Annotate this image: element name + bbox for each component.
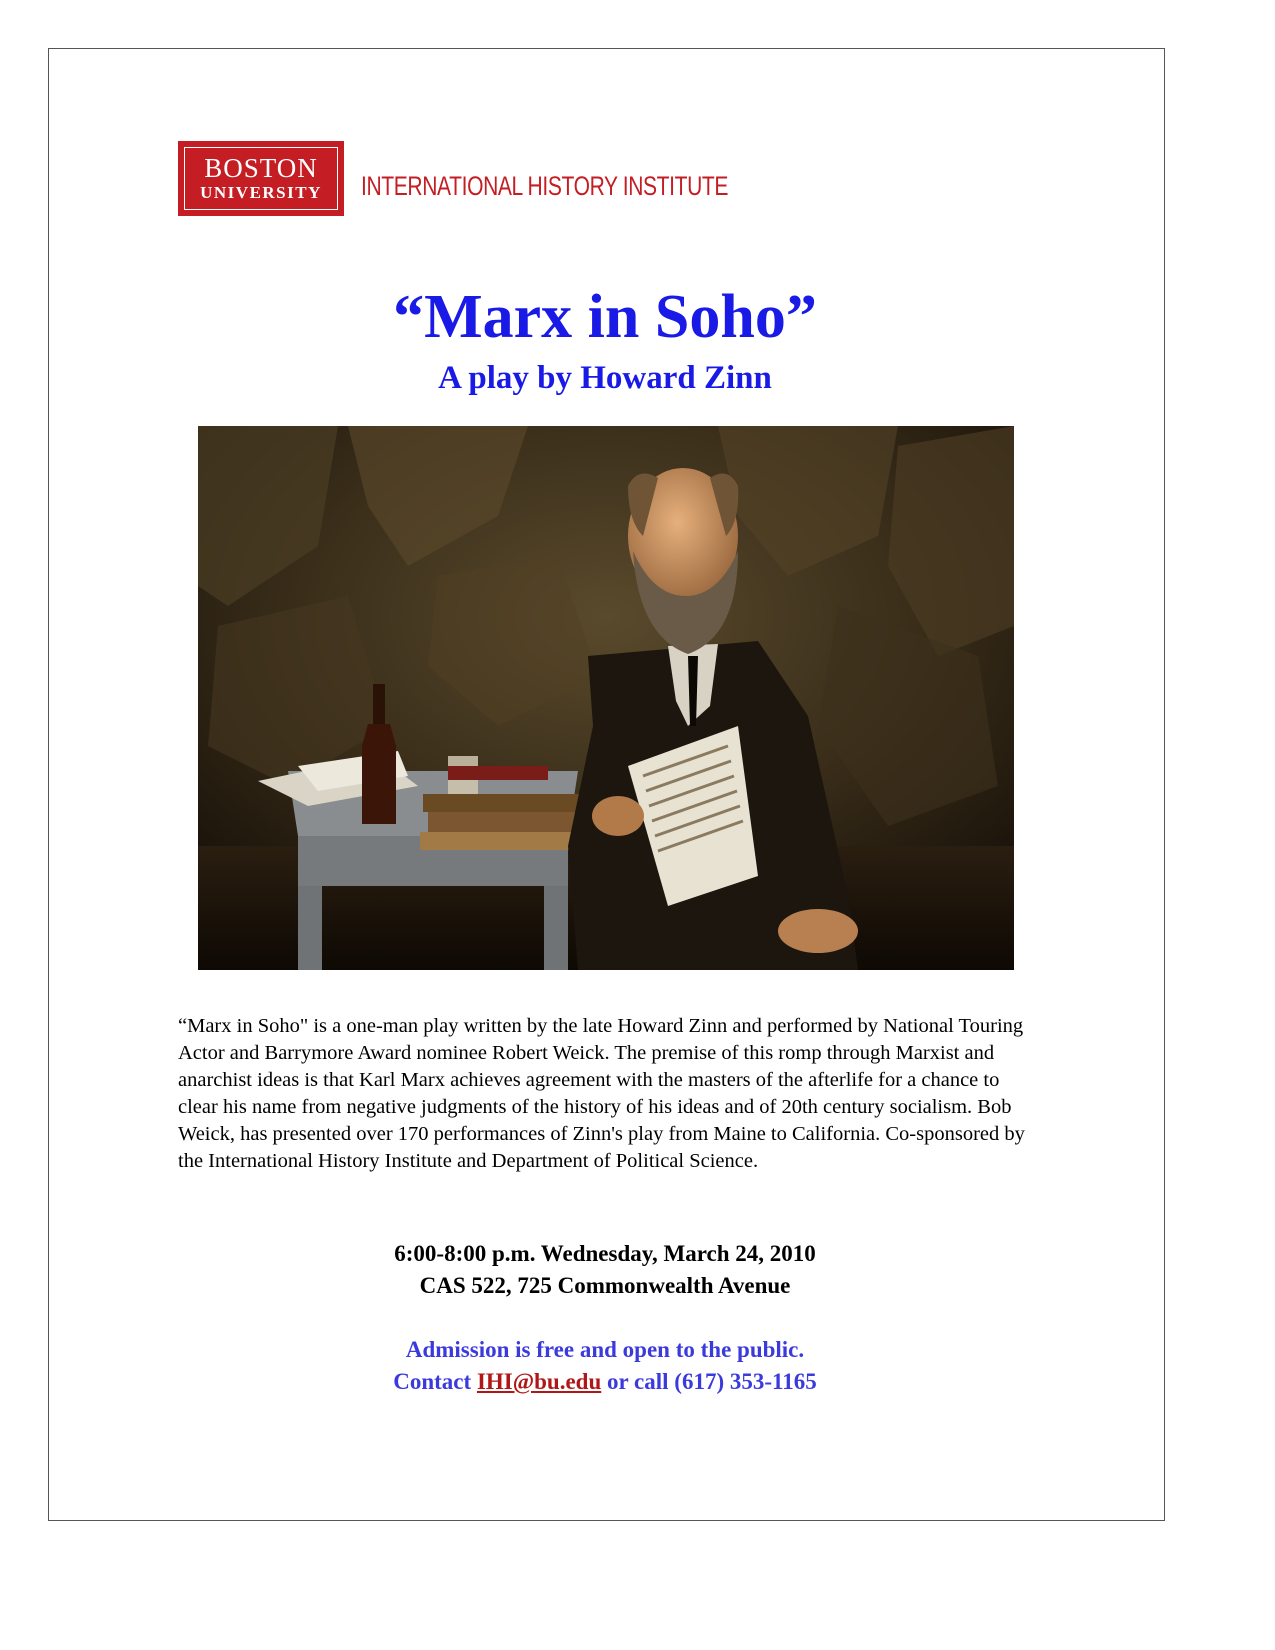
logo-line-boston: BOSTON	[204, 153, 318, 183]
logo-inner-border	[184, 147, 338, 210]
email-link[interactable]: IHI@bu.edu	[476, 1369, 602, 1394]
contact-prefix: Contact	[393, 1369, 477, 1394]
page-title: “Marx in Soho”	[393, 283, 817, 351]
boston-university-logo	[178, 141, 344, 216]
contact-suffix: or call (617) 353-1165	[601, 1369, 817, 1394]
admission-text: Admission is free and open to the public.	[405, 1337, 805, 1362]
play-description: “Marx in Soho" is a one-man play written by the late Howard Zinn and performed by National Touring Actor and Barrymore Award nominee Robert Weick. The premise of this romp through Marxist and anarchist ideas is that Karl Marx achieves agreement with the masters of the afterlife for a chance to clear his name from negative judgments of the history of his ideas and of 20th century socialism. Bob Weick, has presented over 170 performances of Zinn's play from Maine to California. Co-sponsored by the International History Institute and Department of Political Science.	[178, 1015, 1025, 1172]
play-photo	[198, 426, 1014, 970]
event-location: CAS 522, 725 Commonwealth Avenue	[419, 1273, 791, 1298]
contact-line	[0, 1369, 1210, 1395]
actor-at-desk-image	[198, 426, 1014, 970]
event-time-date: 6:00-8:00 p.m. Wednesday, March 24, 2010	[394, 1241, 816, 1266]
page-subtitle: A play by Howard Zinn	[438, 360, 772, 396]
logo-line-university: UNIVERSITY	[200, 183, 322, 202]
institute-name: INTERNATIONAL HISTORY INSTITUTE	[361, 171, 729, 201]
